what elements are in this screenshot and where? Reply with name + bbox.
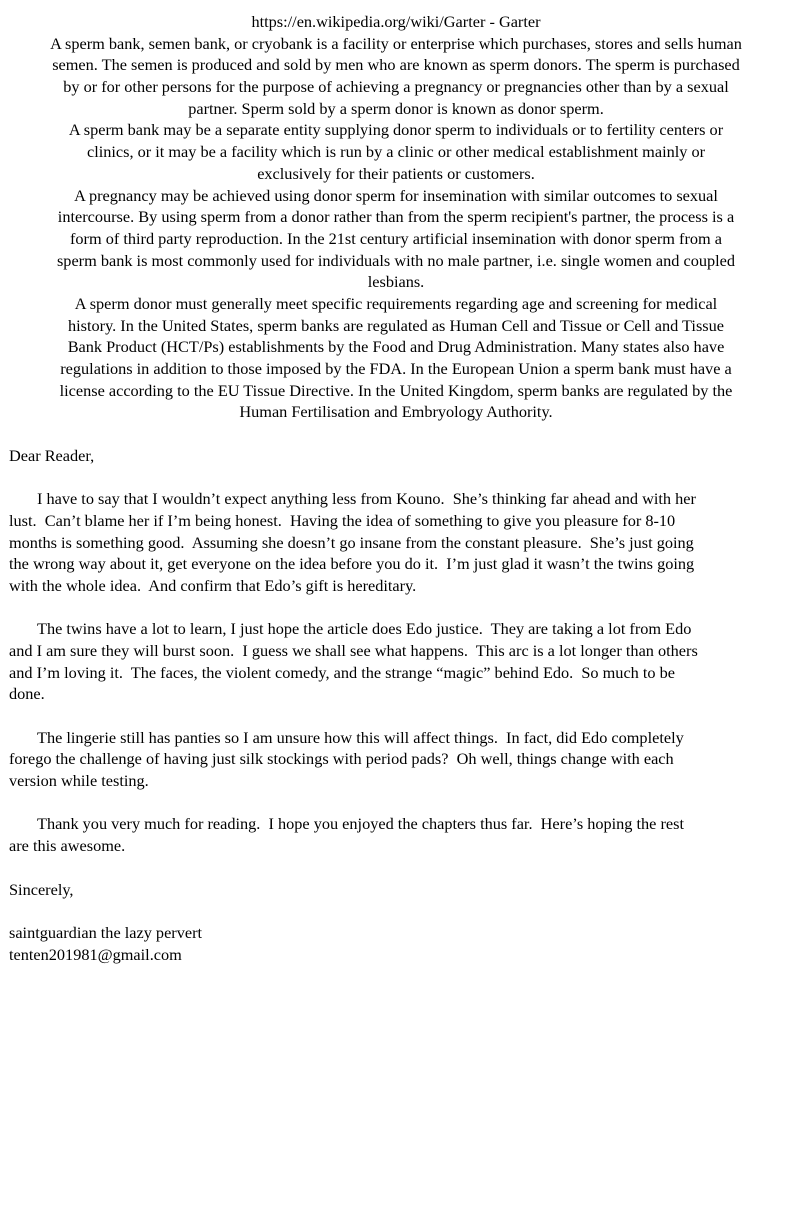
text-line: form of third party reproduction. In the 21st century artificial insemination with donor sperm from a	[70, 228, 722, 248]
wiki-paragraph-2	[9, 119, 783, 184]
text-line: sperm bank is most commonly used for individuals with no male partner, i.e. single women and coupled	[56, 250, 736, 270]
letter-paragraph-1	[9, 488, 783, 596]
text-line: A sperm bank may be a separate entity supplying donor sperm to individuals or to fertility centers or	[68, 120, 724, 140]
text-line: forego the challenge of having just silk stockings with period pads? Oh well, things change with each	[9, 749, 674, 769]
wiki-paragraph-3	[9, 185, 783, 293]
text-line: version while testing.	[9, 771, 149, 791]
text-line: done.	[9, 684, 45, 704]
letter-greeting	[9, 445, 783, 467]
text-line: with the whole idea. And confirm that Edo’s gift is hereditary.	[9, 575, 417, 595]
signature-email: tenten201981@gmail.com	[9, 944, 182, 964]
text-line: clinics, or it may be a facility which is run by a clinic or other medical establishment mainly or	[86, 142, 706, 162]
text-line: Bank Product (HCT/Ps) establishments by the Food and Drug Administration. Many states also have	[67, 337, 725, 357]
text-line: license according to the EU Tissue Directive. In the United Kingdom, sperm banks are regulated by the	[59, 380, 733, 400]
text-line: I have to say that I wouldn’t expect anything less from Kouno. She’s thinking far ahead and with her	[37, 489, 696, 509]
text-line: history. In the United States, sperm banks are regulated as Human Cell and Tissue or Cell and Tissue	[68, 315, 724, 335]
text-line: A sperm donor must generally meet specific requirements regarding age and screening for medical	[74, 293, 718, 313]
letter-paragraph-2	[9, 618, 783, 705]
text-line: and I am sure they will burst soon. I guess we shall see what happens. This arc is a lot longer than others	[9, 640, 698, 660]
text-line: The lingerie still has panties so I am unsure how this will affect things. In fact, did Edo completely	[37, 727, 684, 747]
text-line: semen. The semen is produced and sold by men who are known as sperm donors. The sperm is purchased	[52, 55, 740, 75]
text-line: The twins have a lot to learn, I just hope the article does Edo justice. They are taking a lot from Edo	[37, 619, 692, 639]
text-line: lesbians.	[367, 272, 425, 292]
text-line: are this awesome.	[9, 836, 126, 856]
source-header	[9, 11, 783, 33]
text-line: partner. Sperm sold by a sperm donor is known as donor sperm.	[188, 98, 604, 118]
wiki-paragraph-1	[9, 33, 783, 120]
wiki-paragraph-4	[9, 293, 783, 423]
text-line: Thank you very much for reading. I hope you enjoyed the chapters thus far. Here’s hoping the rest	[37, 814, 684, 834]
source-url-line: https://en.wikipedia.org/wiki/Garter - Garter	[251, 12, 541, 31]
text-line: and I’m loving it. The faces, the violent comedy, and the strange “magic” behind Edo. So much to be	[9, 662, 675, 682]
greeting-line: Dear Reader,	[9, 445, 95, 465]
text-line: Human Fertilisation and Embryology Authority.	[239, 402, 553, 422]
closing-line: Sincerely,	[9, 879, 74, 899]
signature-block	[9, 922, 783, 965]
signature-name: saintguardian the lazy pervert	[9, 922, 203, 942]
text-line: lust. Can’t blame her if I’m being honest. Having the idea of something to give you pleasure for 8-10	[9, 510, 676, 530]
text-line: A pregnancy may be achieved using donor sperm for insemination with similar outcomes to sexual	[74, 185, 718, 205]
letter-paragraph-4	[9, 813, 783, 856]
text-line: regulations in addition to those imposed by the FDA. In the European Union a sperm bank must have a	[60, 359, 732, 378]
letter-closing	[9, 879, 783, 901]
letter-paragraph-3	[9, 727, 783, 792]
text-line: exclusively for their patients or customers.	[257, 163, 535, 183]
text-line: A sperm bank, semen bank, or cryobank is a facility or enterprise which purchases, stores and sells human	[50, 33, 742, 53]
text-line: intercourse. By using sperm from a donor rather than from the sperm recipient's partner, the process is a	[57, 207, 735, 227]
text-line: by or for other persons for the purpose of achieving a pregnancy or pregnancies other than by a sexual	[63, 77, 729, 97]
text-line: the wrong way about it, get everyone on the idea before you do it. I’m just glad it wasn’t the twins going	[9, 554, 695, 574]
text-line: months is something good. Assuming she doesn’t go insane from the constant pleasure. She’s just going	[9, 532, 694, 552]
